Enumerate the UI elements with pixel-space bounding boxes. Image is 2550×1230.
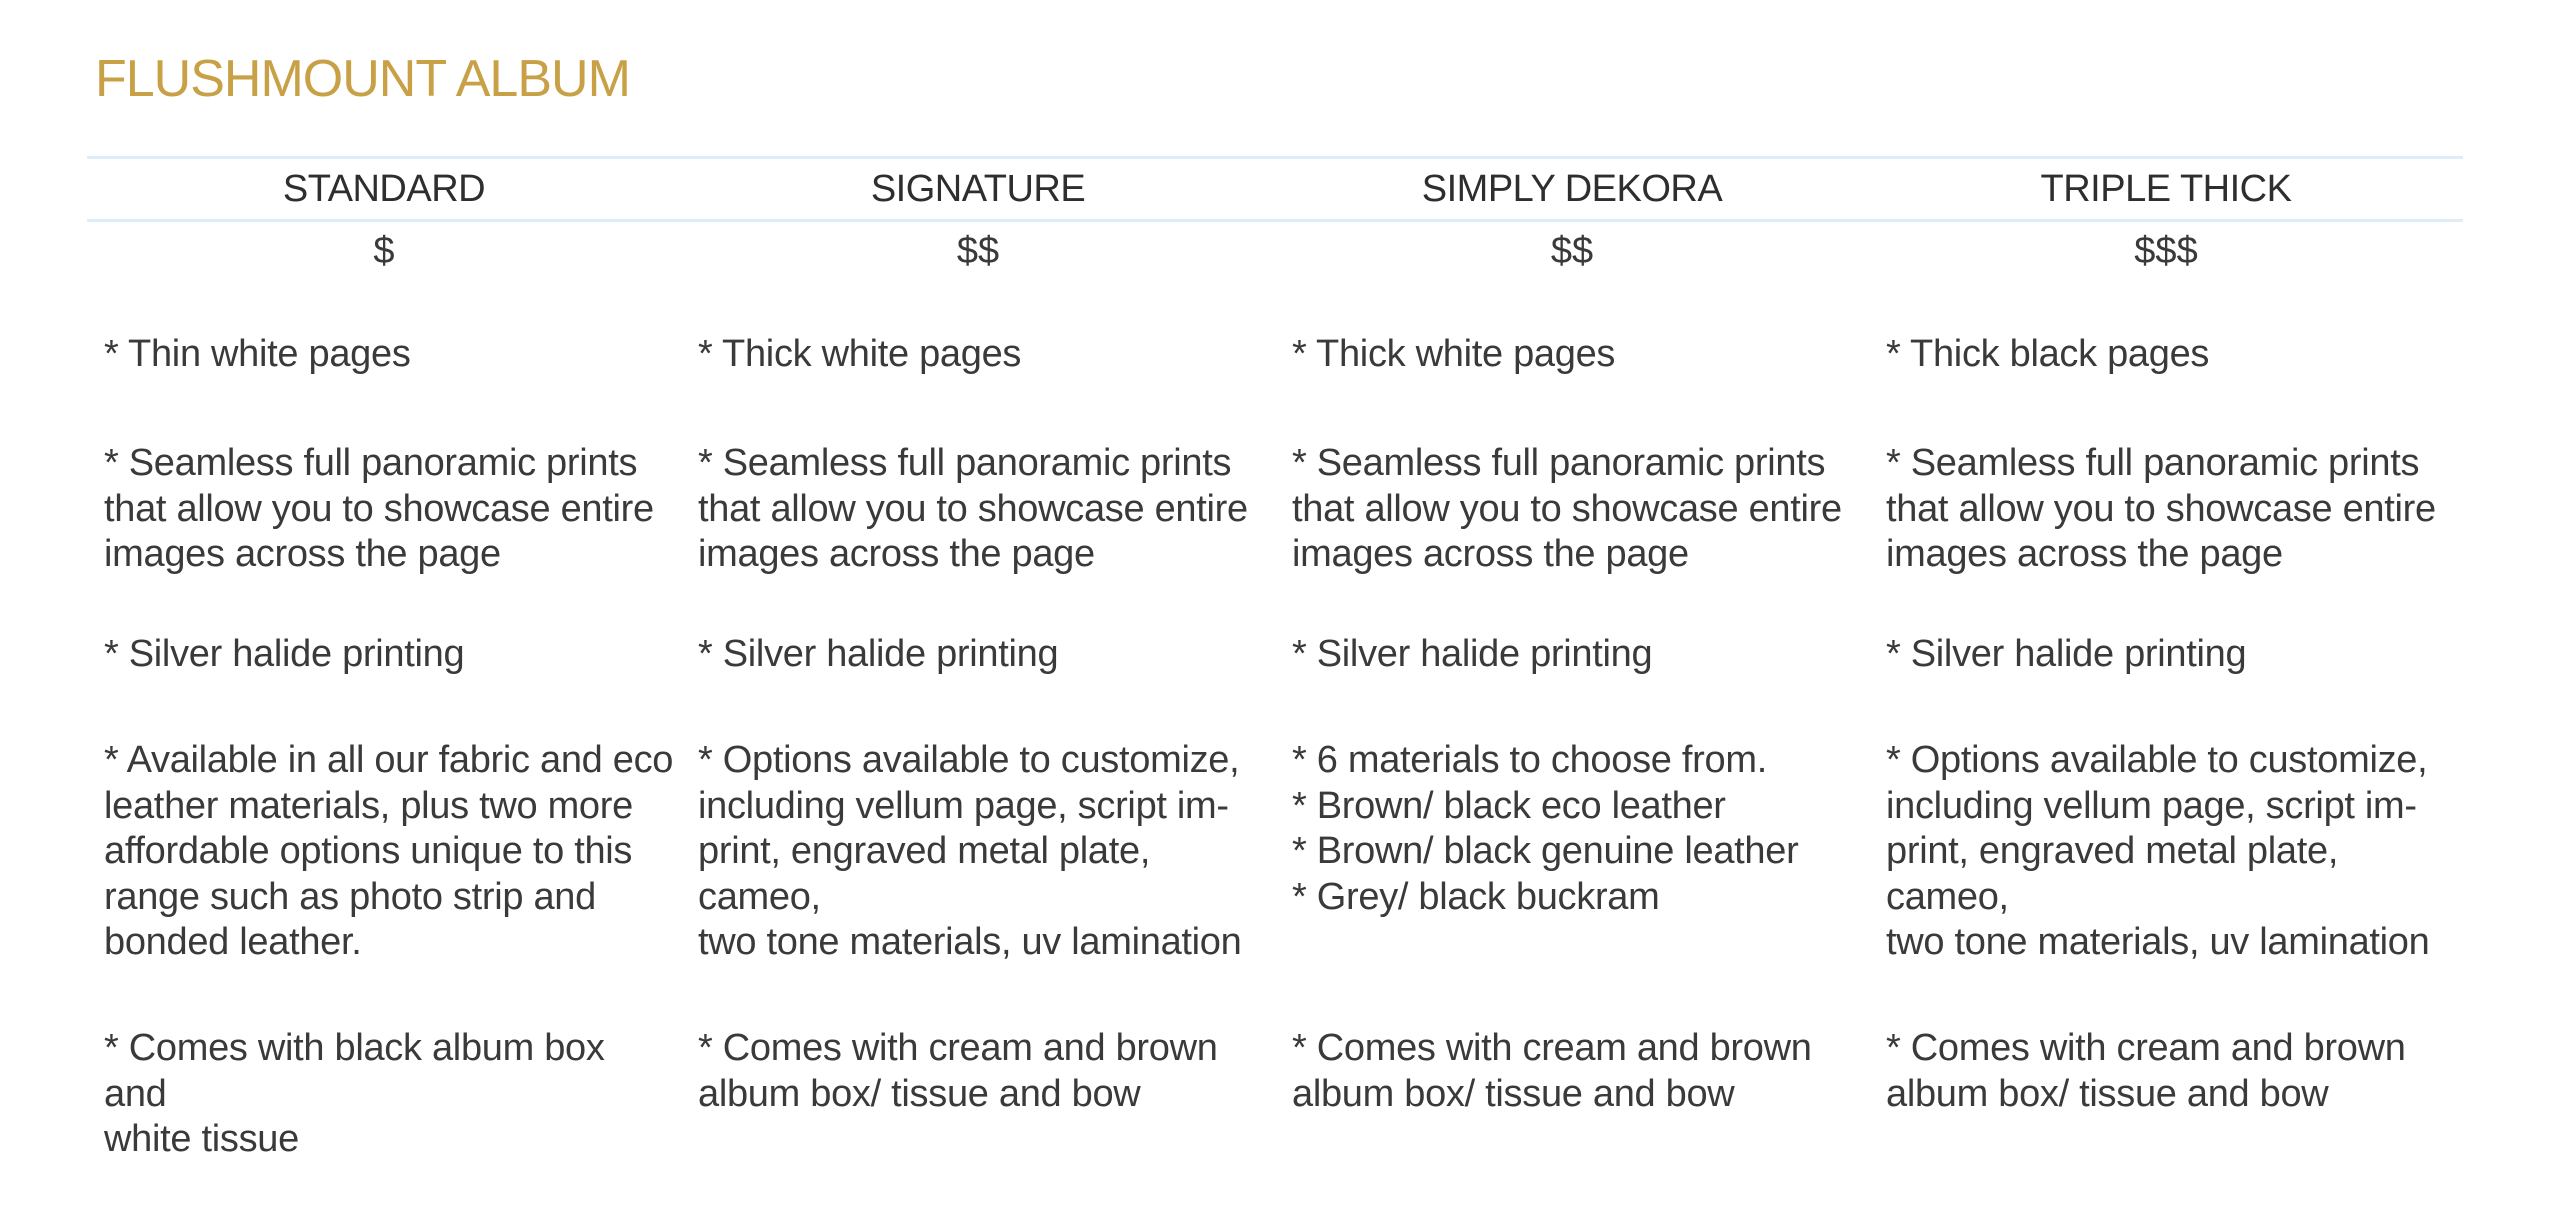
- price-tier: $: [373, 230, 395, 272]
- album-column-standard: [87, 160, 681, 1160]
- feature-item: * Available in all our fabric and eco leather materials, plus two more affordable options unique to this range such as photo strip and bonded leather.: [104, 739, 674, 963]
- album-column-simply-dekora: [1275, 160, 1869, 1115]
- price-tier: $$: [956, 230, 1000, 272]
- price-tier: $$$: [2134, 230, 2198, 272]
- column-heading: TRIPLE THICK: [2040, 168, 2292, 210]
- feature-item: * Seamless full panoramic prints that allow you to showcase entire images across the page: [1292, 442, 1842, 575]
- column-heading: SIGNATURE: [870, 168, 1086, 210]
- feature-item: * Options available to customize, including vellum page, script im- print, engraved metal plate, cameo, two tone materials, uv lamination: [1886, 739, 2430, 963]
- feature-item: * Seamless full panoramic prints that allow you to showcase entire images across the page: [104, 442, 654, 575]
- column-heading: SIMPLY DEKORA: [1421, 168, 1723, 210]
- feature-item: * Thick white pages: [1292, 333, 1616, 375]
- page-title: FLUSHMOUNT ALBUM: [95, 50, 630, 108]
- feature-item: * Seamless full panoramic prints that allow you to showcase entire images across the page: [1886, 442, 2436, 575]
- feature-item: * Comes with black album box and white tissue: [104, 1027, 605, 1160]
- feature-item: * 6 materials to choose from. * Brown/ black eco leather * Brown/ black genuine leather * Grey/ black buckram: [1292, 739, 1799, 918]
- feature-item: * Options available to customize, including vellum page, script im- print, engraved metal plate, cameo, two tone materials, uv lamination: [698, 739, 1242, 963]
- feature-item: * Thick white pages: [698, 333, 1022, 375]
- feature-item: * Comes with cream and brown album box/ tissue and bow: [1886, 1027, 2406, 1115]
- column-heading: STANDARD: [282, 168, 486, 210]
- header-top-divider: [87, 156, 2463, 159]
- feature-item: * Thin white pages: [104, 333, 411, 375]
- feature-item: * Seamless full panoramic prints that allow you to showcase entire images across the page: [698, 442, 1248, 575]
- feature-item: * Thick black pages: [1886, 333, 2210, 375]
- feature-item: * Comes with cream and brown album box/ tissue and bow: [1292, 1027, 1812, 1115]
- album-column-triple-thick: [1869, 160, 2463, 1115]
- price-tier: $$: [1550, 230, 1594, 272]
- feature-item: * Silver halide printing: [104, 633, 465, 675]
- album-column-signature: [681, 160, 1275, 1115]
- feature-item: * Comes with cream and brown album box/ tissue and bow: [698, 1027, 1218, 1115]
- feature-item: * Silver halide printing: [1292, 633, 1653, 675]
- feature-item: * Silver halide printing: [698, 633, 1059, 675]
- feature-item: * Silver halide printing: [1886, 633, 2247, 675]
